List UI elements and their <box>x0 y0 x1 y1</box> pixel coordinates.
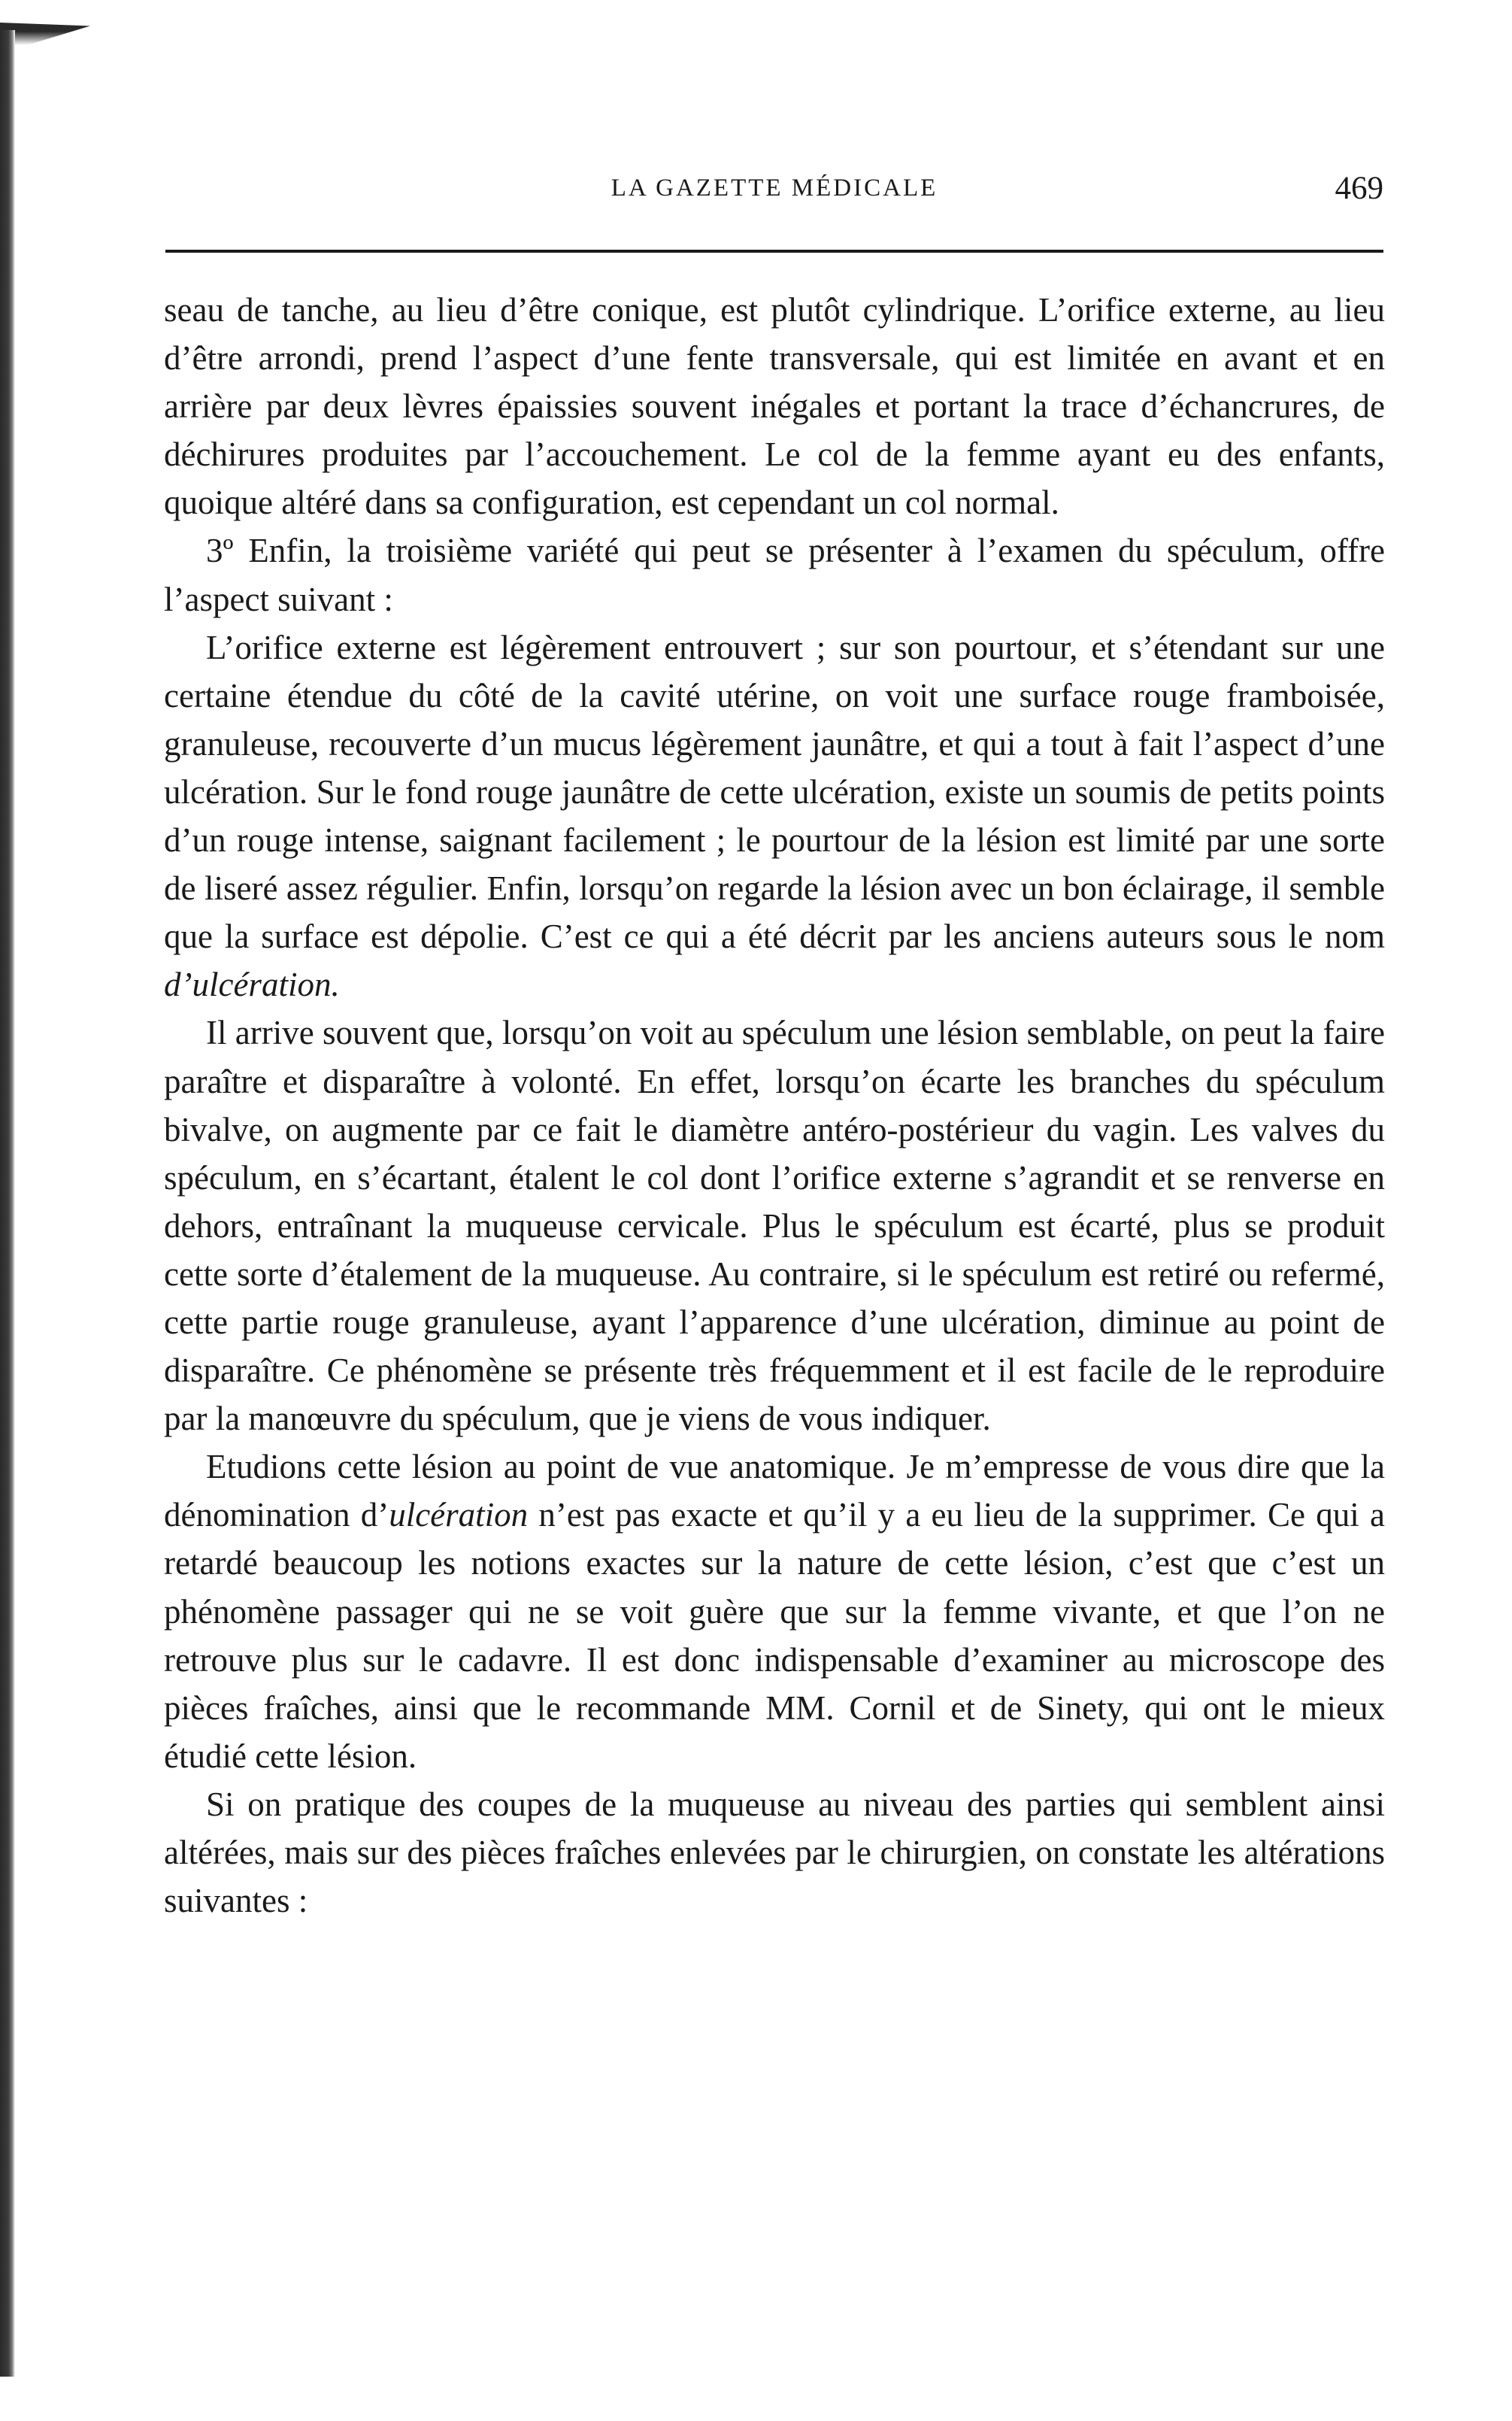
paragraph-4: Il arrive souvent que, lorsqu’on voit au spéculum une lésion semblable, on peut la faire paraître et disparaître à volonté. En effet, lorsqu’on écarte les branches du spéculum bivalve, on augmente par ce fait le diamètre antéro-postérieur du vagin. Les valves du spéculum, en s’écartant, étalent le col dont l’orifice externe s’agrandit et se renverse en dehors, entraînant la muqueuse cervicale. Plus le spéculum est écarté, plus se produit cette sorte d’étalement de la muqueuse. Au contraire, si le spéculum est retiré ou refermé, cette partie rouge granuleuse, ayant l’apparence d’une ulcération, diminue au point de disparaître. Ce phénomène se présente très fréquemment et il est facile de le reproduire par la manœuvre du spéculum, que je viens de vous indiquer. <box>164 1014 1385 1438</box>
article-body <box>164 286 1385 1925</box>
paragraph-1: seau de tanche, au lieu d’être conique, est plutôt cylindrique. L’orifice externe, au lieu d’être arrondi, prend l’aspect d’une fente transversale, qui est limitée en avant et en arrière par deux lèvres épaissies souvent inégales et portant la trace d’échancrures, de déchirures produites par l’accouchement. Le col de la femme ayant eu des enfants, quoique altéré dans sa configuration, est cependant un col normal. <box>164 291 1385 522</box>
paragraph-6: Si on pratique des coupes de la muqueuse au niveau des parties qui semblent ainsi altérées, mais sur des pièces fraîches enlevées par le chirurgien, on constate les altérations suivantes : <box>164 1785 1385 1920</box>
paragraph-3-emphasis: d’ulcération. <box>164 966 340 1004</box>
paragraph-5-text-after: n’est pas exacte et qu’il y a eu lieu de la supprimer. Ce qui a retardé beaucoup les notions exactes sur la nature de cette lésion, c’est que c’est un phénomène passager qui ne se voit guère que sur la femme vivante, et que l’on ne retrouve plus sur le cadavre. Il est donc indispensable d’examiner au microscope des pièces fraîches, ainsi que le recommande MM. Cornil et de Sinety, qui ont le mieux étudié cette lésion. <box>164 1496 1385 1775</box>
header-rule <box>165 250 1383 253</box>
paragraph-5 <box>164 1443 1385 1780</box>
running-header <box>165 167 1383 212</box>
paragraph-3 <box>164 623 1385 1009</box>
page-number: 469 <box>1335 171 1383 206</box>
paragraph-2: 3º Enfin, la troisième variété qui peut se présenter à l’examen du spéculum, offre l’aspect suivant : <box>164 532 1385 618</box>
paragraph-3-text: L’orifice externe est légèrement entrouvert ; sur son pourtour, et s’étendant sur une certaine étendue du côté de la cavité utérine, on voit une surface rouge framboisée, granuleuse, recouverte d’un mucus légèrement jaunâtre, et qui a tout à fait l’aspect d’une ulcération. Sur le fond rouge jaunâtre de cette ulcération, existe un soumis de petits points d’un rouge intense, saignant facilement ; le pourtour de la lésion est limité par une sorte de liseré assez régulier. Enfin, lorsqu’on regarde la lésion avec un bon éclairage, il semble que la surface est dépolie. C’est ce qui a été décrit par les anciens auteurs sous le nom <box>164 628 1385 956</box>
paragraph-5-text-before: Etudions cette lésion au point de vue anatomique. Je m’empresse de vous dire que la dénomination d’ <box>164 1448 1385 1534</box>
book-spine-edge <box>0 30 15 2377</box>
journal-title: LA GAZETTE MÉDICALE <box>611 174 938 202</box>
paragraph-5-emphasis: ulcération <box>389 1496 529 1534</box>
